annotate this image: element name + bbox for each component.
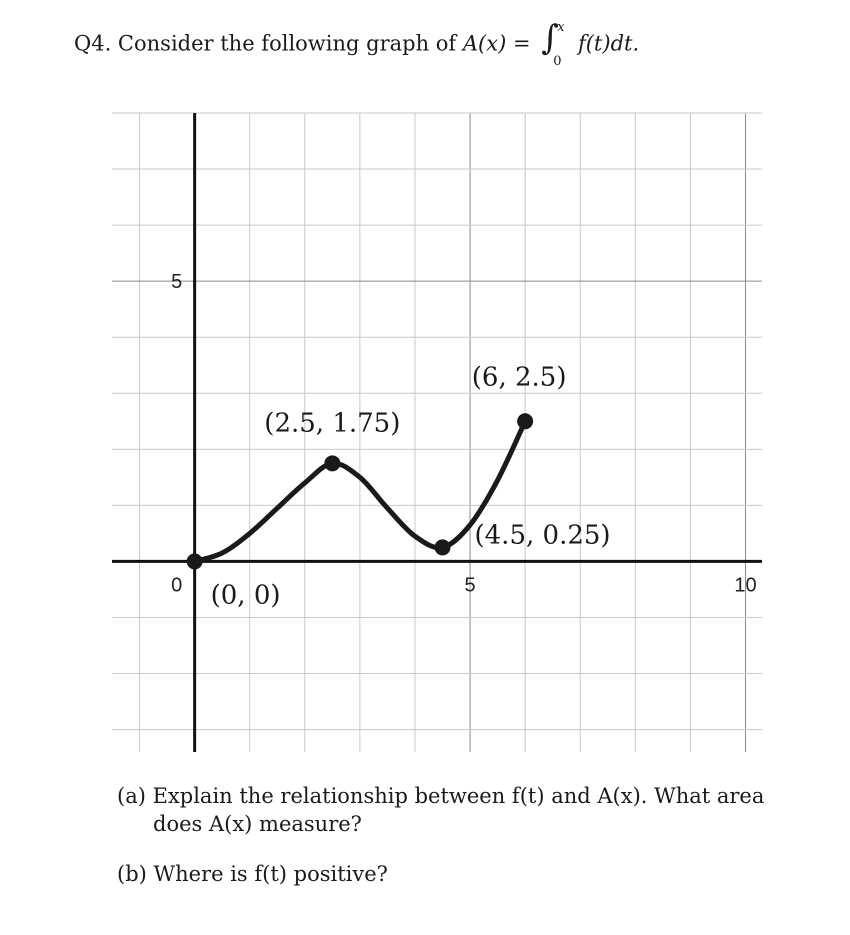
part-a [117, 782, 777, 838]
integral-icon: ∫ x 0 [541, 18, 565, 69]
part-b [117, 860, 777, 888]
point-label: (4.5, 0.25) [474, 520, 611, 551]
axes [112, 113, 762, 752]
data-point [517, 413, 533, 429]
question-label: Q4. Consider the following graph of [74, 31, 457, 56]
x-tick-label: 5 [464, 574, 476, 597]
integrand: f(t)dt. [577, 31, 640, 56]
integral-upper-limit: x [557, 20, 565, 35]
point-label: (2.5, 1.75) [264, 408, 401, 439]
part-a-marker: (a) [117, 784, 146, 808]
part-b-marker: (b) [117, 862, 147, 886]
point-label: (6, 2.5) [471, 362, 567, 393]
data-point [324, 455, 340, 471]
point-labels [211, 362, 611, 610]
x-tick-label: 10 [734, 574, 757, 597]
x-tick-label: 0 [171, 574, 183, 597]
y-tick-label: 5 [171, 271, 183, 294]
integral-lower-limit: 0 [553, 54, 562, 69]
question-parts [117, 782, 777, 910]
part-a-line1: Explain the relationship between f(t) and A(x). What area [152, 784, 765, 808]
data-point [187, 553, 203, 569]
function-name: A(x) [462, 31, 507, 56]
equals-sign: = [512, 31, 531, 56]
grid [112, 113, 762, 752]
point-label: (0, 0) [210, 580, 281, 611]
part-b-line1: Where is f(t) positive? [153, 862, 388, 886]
part-a-line2: does A(x) measure? [153, 812, 362, 836]
tick-labels [171, 271, 757, 596]
data-point [435, 539, 451, 555]
